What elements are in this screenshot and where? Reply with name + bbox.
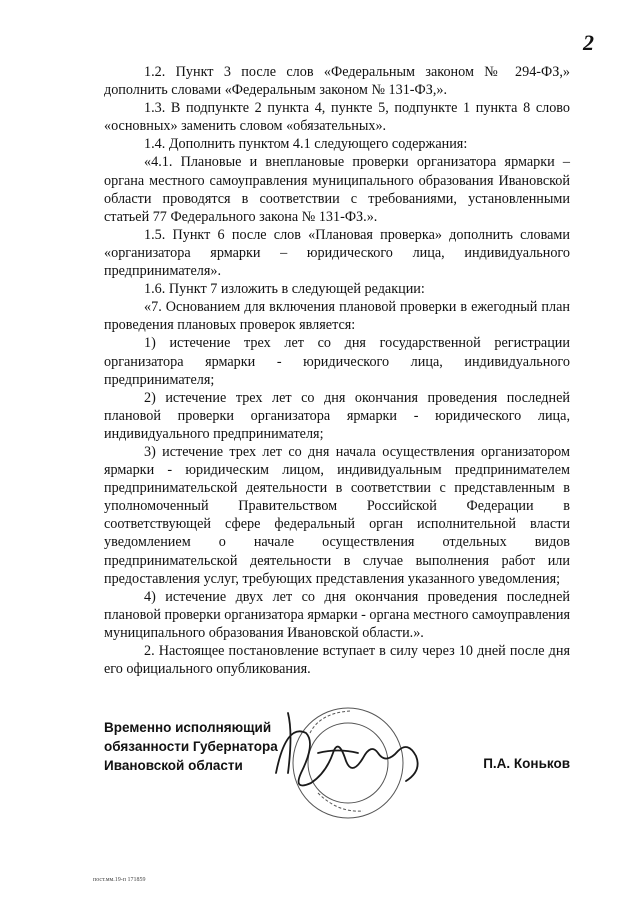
paragraph-1-4: 1.4. Дополнить пунктом 4.1 следующего содержания: xyxy=(144,136,468,153)
paragraph-4-1: «4.1. Плановые и внеплановые проверки организатора ярмарки – органа местного самоуправления муниципального образования Ивановской области проводятся в соответствии с требованиями, установленными статьей 77 Федерального закона № 131-ФЗ.». xyxy=(104,154,570,225)
paragraph-7: «7. Основанием для включения плановой проверки в ежегодный план проведения плановых проверок является: xyxy=(104,299,570,334)
seal-outer-ring xyxy=(293,708,403,818)
footer-code: пост.мм.19-п 171859 xyxy=(93,877,146,883)
signer-name: П.А. Коньков xyxy=(483,756,570,771)
document-body xyxy=(104,63,570,678)
paragraph-1-5: 1.5. Пункт 6 после слов «Плановая проверка» дополнить словами «организатора ярмарки – юридического лица, индивидуального предпринимателя». xyxy=(104,226,570,280)
list-item-3: 3) истечение трех лет со дня начала осуществления организатором ярмарки - юридическим лицом, индивидуальным предпринимателем предпринимательской деятельности в соответствии с представленным в уполномоченный Правительством Российской Федерации в соответствующей сфере федеральный орган исполнительной власти уведомлением о начале осуществления отдельных видов предпринимательской деятельности в случае выполнения работ или предоставления услуг, требующих представления указанного уведомления; xyxy=(104,443,570,587)
paragraph-2: 2. Настоящее постановление вступает в силу через 10 дней после дня его официального опубликования. xyxy=(104,643,570,678)
paragraph-1-2: 1.2. Пункт 3 после слов «Федеральным законом № 294-ФЗ,» дополнить словами «Федеральным законом № 131-ФЗ,». xyxy=(104,64,570,99)
page-number: 2 xyxy=(583,30,594,55)
signer-title: Временно исполняющий обязанности Губернатора Ивановской области xyxy=(104,720,278,773)
seal-inner-ring xyxy=(308,723,388,803)
seal-and-signature-image xyxy=(258,693,423,833)
list-item-4: 4) истечение двух лет со дня окончания проведения последней плановой проверки организатора ярмарки - органа местного самоуправления муниципального образования Ивановской области.». xyxy=(104,588,570,641)
paragraph-1-3: 1.3. В подпункте 2 пункта 4, пункте 5, подпункте 1 пункта 8 слово «основных» заменить словом «обязательных». xyxy=(104,100,570,135)
signature-stroke xyxy=(276,731,418,785)
paragraph-1-6: 1.6. Пункт 7 изложить в следующей редакции: xyxy=(144,281,425,298)
list-item-2: 2) истечение трех лет со дня окончания проведения последней плановой проверки организатора ярмарки - юридического лица, индивидуального предпринимателя; xyxy=(104,389,570,442)
list-item-1: 1) истечение трех лет со дня государственной регистрации организатора ярмарки - юридического лица, индивидуального предпринимателя; xyxy=(104,335,570,388)
